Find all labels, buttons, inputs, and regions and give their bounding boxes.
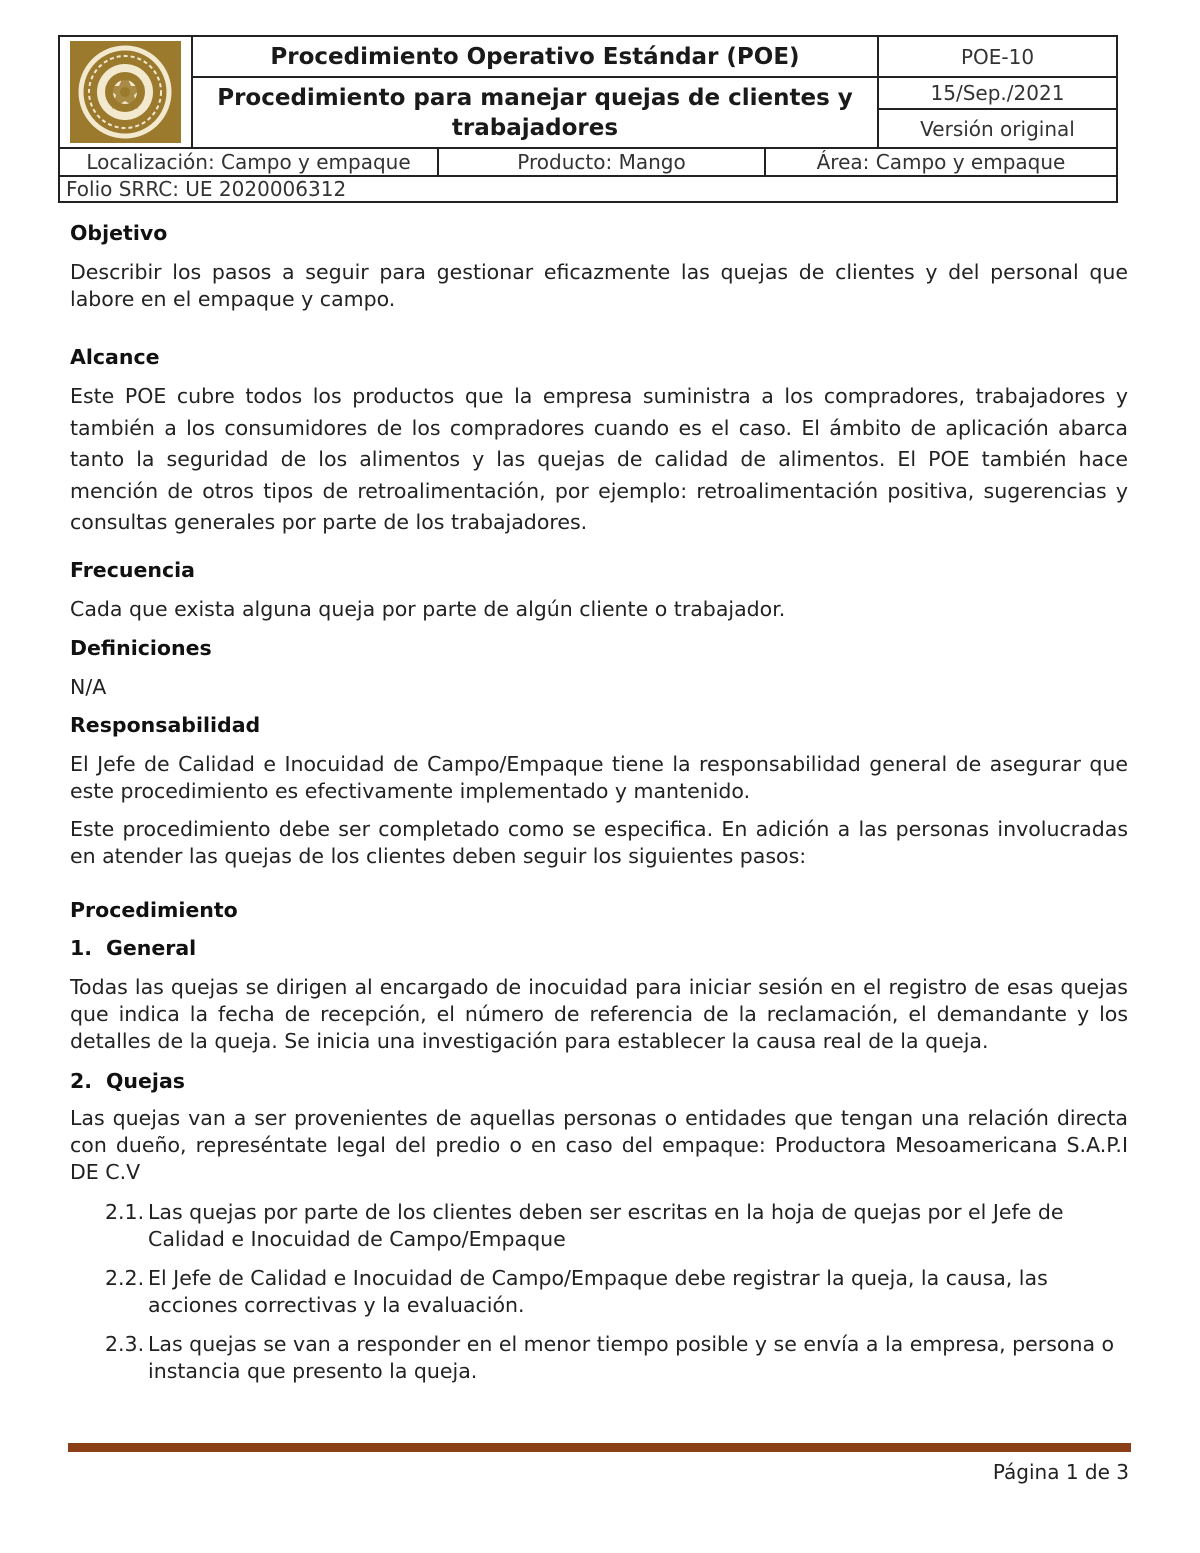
list-item-number: 2.2. <box>105 1266 145 1290</box>
definiciones-text: N/A <box>70 675 107 699</box>
section-heading-responsabilidad: Responsabilidad <box>70 713 261 737</box>
list-item <box>105 1265 1128 1319</box>
list-item <box>105 1199 1128 1253</box>
section-heading-objetivo: Objetivo <box>70 221 168 245</box>
document-header-table <box>58 35 1118 203</box>
procedure-title: Procedimiento para manejar quejas de clientes y trabajadores <box>193 78 879 149</box>
company-logo <box>70 41 181 143</box>
doc-product: Producto: Mango <box>439 149 766 177</box>
doc-type-title: Procedimiento Operativo Estándar (POE) <box>193 37 879 78</box>
subsection-title: General <box>106 936 197 960</box>
list-item-number: 2.3. <box>105 1332 145 1356</box>
subsection-title: Quejas <box>106 1069 185 1093</box>
section-heading-definiciones: Definiciones <box>70 636 212 660</box>
list-item-text: Las quejas se van a responder en el menor tiempo posible y se envía a la empresa, persona o instancia que presento la queja. <box>148 1332 1115 1383</box>
responsabilidad-text-2: Este procedimiento debe ser completado como se especifica. En adición a las personas involucradas en atender las quejas de los clientes deben seguir los siguientes pasos: <box>70 817 1128 868</box>
general-text: Todas las quejas se dirigen al encargado de inocuidad para iniciar sesión en el registro de esas quejas que indica la fecha de recepción, el número de referencia de la reclamación, el demandante y los detalles de la queja. Se inicia una investigación para establecer la causa real de la queja. <box>70 975 1128 1053</box>
section-heading-alcance: Alcance <box>70 345 160 369</box>
doc-date: 15/Sep./2021 <box>879 78 1116 110</box>
frecuencia-text: Cada que exista alguna queja por parte de algún cliente o trabajador. <box>70 597 786 621</box>
logo-cell <box>60 37 193 149</box>
page-number: Página 1 de 3 <box>992 1460 1129 1484</box>
subsection-number: 1. <box>70 936 93 960</box>
subsection-number: 2. <box>70 1069 93 1093</box>
list-item-text: El Jefe de Calidad e Inocuidad de Campo/Empaque debe registrar la queja, la causa, las acciones correctivas y la evaluación. <box>148 1266 1048 1317</box>
quejas-text: Las quejas van a ser provenientes de aquellas personas o entidades que tengan una relación directa con dueño, represéntate legal del predio o en caso del empaque: Productora Mesoamericana S.A.P.I DE C.V <box>70 1106 1128 1184</box>
list-item <box>105 1331 1128 1385</box>
section-heading-procedimiento: Procedimiento <box>70 898 238 922</box>
list-item-number: 2.1. <box>105 1200 145 1224</box>
subsection-heading-quejas <box>70 1069 185 1093</box>
objetivo-text: Describir los pasos a seguir para gestionar eficazmente las quejas de clientes y del personal que labore en el empaque y campo. <box>70 260 1128 311</box>
subsection-heading-general <box>70 936 196 960</box>
seal-icon <box>70 41 181 143</box>
alcance-text: Este POE cubre todos los productos que la empresa suministra a los compradores, trabajadores y también a los consumidores de los compradores cuando es el caso. El ámbito de aplicación abarca tanto la seguridad de los alimentos y las quejas de calidad de alimentos. El POE también hace mención de otros tipos de retroalimentación, por ejemplo: retroalimentación positiva, sugerencias y consultas generales por parte de los trabajadores. <box>70 384 1128 534</box>
list-item-text: Las quejas por parte de los clientes deben ser escritas en la hoja de quejas por el Jefe de Calidad e Inocuidad de Campo/Empaque <box>148 1200 1064 1251</box>
footer-divider <box>68 1443 1131 1452</box>
doc-code: POE-10 <box>879 37 1116 78</box>
doc-folio: Folio SRRC: UE 2020006312 <box>66 177 347 201</box>
doc-version: Versión original <box>879 110 1116 149</box>
doc-location: Localización: Campo y empaque <box>60 149 439 177</box>
section-heading-frecuencia: Frecuencia <box>70 558 195 582</box>
responsabilidad-text-1: El Jefe de Calidad e Inocuidad de Campo/Empaque tiene la responsabilidad general de asegurar que este procedimiento es efectivamente implementado y mantenido. <box>70 752 1128 803</box>
doc-area: Área: Campo y empaque <box>766 149 1116 177</box>
